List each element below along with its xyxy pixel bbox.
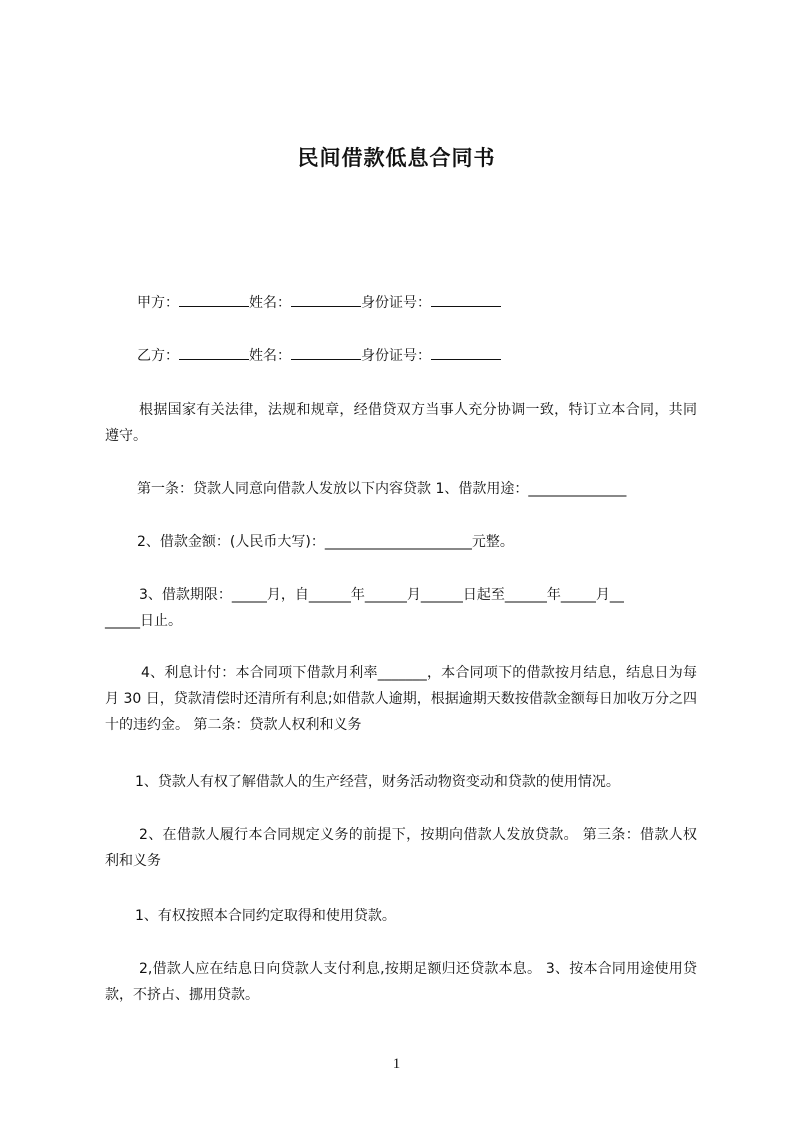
- amount-suffix: 元整。: [471, 534, 514, 550]
- party-b-id-label: 身份证号：: [361, 348, 431, 364]
- term-text-1: 3、借款期限：_____月，自______年______月______日起至______年_____月__: [139, 587, 624, 603]
- term-line-1: [105, 585, 624, 605]
- intro-paragraph: 根据国家有关法律，法规和规章，经借贷双方当事人充分协调一致，特订立本合同，共同遵守。: [105, 402, 697, 444]
- amount-label: 2、借款金额：(人民币大写)：: [137, 534, 325, 550]
- amount-blank: _____________________: [324, 534, 472, 550]
- term-line-2: _____日止。: [105, 613, 182, 629]
- party-a-label: 甲方：: [137, 295, 179, 311]
- article1-line: [105, 479, 626, 499]
- borrower-right-1: 1、有权按照本合同约定取得和使用贷款。: [135, 908, 396, 924]
- party-a-id-label: 身份证号：: [361, 295, 431, 311]
- party-a-name-blank: [291, 292, 361, 307]
- party-b-line: [105, 345, 501, 366]
- party-a-blank: [179, 292, 249, 307]
- party-a-id-blank: [431, 292, 501, 307]
- amount-line: [105, 532, 514, 552]
- borrower-right-2: 2,借款人应在结息日向贷款人支付利息,按期足额归还贷款本息。 3、按本合同用途使用贷款，不挤占、挪用贷款。: [105, 961, 697, 1003]
- party-b-name-blank: [291, 345, 361, 360]
- party-a-name-label: 姓名：: [249, 295, 291, 311]
- document-title: 民间借款低息合同书: [297, 146, 496, 170]
- article1-text: 第一条：贷款人同意向借款人发放以下内容贷款 1、借款用途：: [137, 481, 529, 497]
- party-b-id-blank: [431, 345, 501, 360]
- page-number: 1: [392, 1056, 401, 1072]
- party-b-label: 乙方：: [137, 348, 179, 364]
- interest-paragraph: 4、利息计付：本合同项下借款月利率_______，本合同项下的借款按月结息，结息日为每月 30 日，贷款清偿时还清所有利息;如借款人逾期，根据逾期天数按借款金额每日加收万分之四十的违约金。 第二条：贷款人权利和义务: [105, 665, 697, 733]
- article1-blank: ______________: [528, 481, 627, 497]
- party-b-name-label: 姓名：: [249, 348, 291, 364]
- party-a-line: [105, 292, 501, 313]
- lender-right-2: 2、在借款人履行本合同规定义务的前提下，按期向借款人发放贷款。 第三条：借款人权利和义务: [105, 827, 697, 869]
- lender-right-1: 1、贷款人有权了解借款人的生产经营，财务活动物资变动和贷款的使用情况。: [135, 774, 620, 790]
- party-b-blank: [179, 345, 249, 360]
